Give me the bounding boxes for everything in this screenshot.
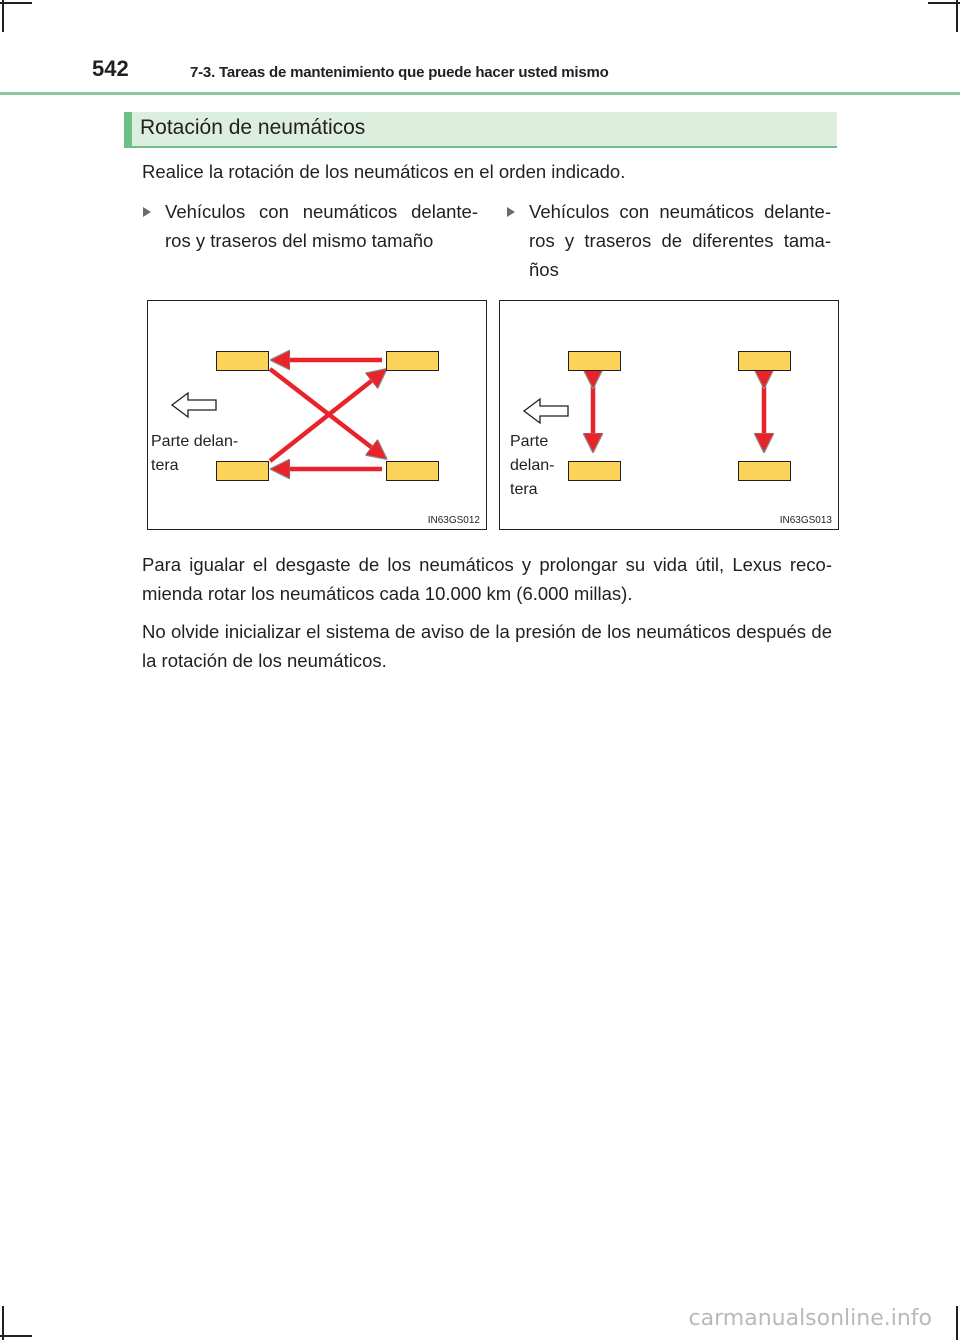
section-title: Rotación de neumáticos [140, 116, 366, 139]
watermark: carmanualsonline.info [688, 1306, 932, 1331]
front-label-line: Parte [510, 433, 549, 450]
front-label [510, 430, 554, 502]
tire-front-right [738, 351, 791, 371]
front-label-line: Parte delan- [151, 433, 239, 450]
bullet-text: Vehículos con neumáticos delante- ros y traseros de diferentes tama- ños [529, 201, 831, 280]
crop-mark-bottom-right-v [956, 1306, 958, 1340]
crop-mark-top-left-v [2, 0, 4, 32]
tire-rear-right [738, 461, 791, 481]
body-paragraph-1: Para igualar el desgaste de los neumáticos y prolongar su vida útil, Lexus reco- mienda rotar los neumáticos cada 10.000 km (6.000 millas). [142, 554, 832, 604]
tire-rear-left [568, 461, 621, 481]
front-label-line: tera [510, 481, 538, 498]
figure-code: IN63GS013 [779, 515, 832, 526]
cross-rotation-arrows [148, 301, 486, 529]
rotation-diagram-same-size [147, 300, 487, 530]
crop-mark-top-right-v [956, 0, 958, 32]
rotation-diagram-different-size [499, 300, 839, 530]
tire-rear-right [386, 461, 439, 481]
page-number: 542 [92, 56, 129, 81]
bullet-text: Vehículos con neumáticos delante- ros y traseros del mismo tamaño [165, 201, 478, 251]
front-label-line: delan- [510, 457, 555, 474]
tire-front-left [568, 351, 621, 371]
bullet-different-size [529, 197, 831, 284]
body-paragraph-2: No olvide inicializar el sistema de aviso de la presión de los neumáticos después de la rotación de los neumáticos. [142, 621, 832, 671]
front-label-line: tera [151, 457, 179, 474]
intro-text: Realice la rotación de los neumáticos en el orden indicado. [142, 161, 626, 182]
section-accent [124, 112, 132, 148]
triangle-bullet-icon [507, 207, 515, 217]
tire-front-left [216, 351, 269, 371]
figure-code: IN63GS012 [427, 515, 480, 526]
section-title-bar [124, 112, 837, 148]
header-rule [0, 92, 960, 95]
running-head: 7-3. Tareas de mantenimiento que puede hacer usted mismo [190, 64, 609, 81]
bullet-same-size [165, 197, 478, 255]
crop-mark-top-right-h [928, 2, 960, 4]
front-label [151, 430, 238, 478]
front-direction-arrow-icon [172, 393, 216, 417]
tire-front-right [386, 351, 439, 371]
front-direction-arrow-icon [524, 399, 568, 423]
crop-mark-top-left-h [0, 2, 32, 4]
triangle-bullet-icon [143, 207, 151, 217]
crop-mark-bottom-left-h [0, 1335, 32, 1337]
